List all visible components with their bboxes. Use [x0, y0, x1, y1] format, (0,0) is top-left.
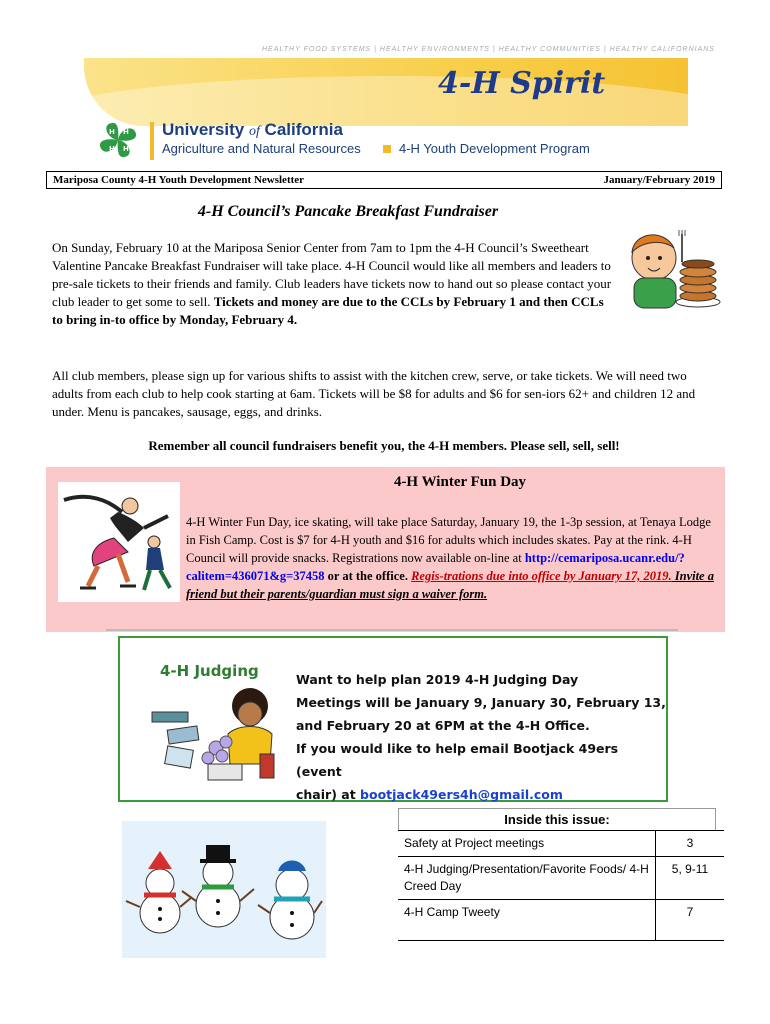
judging-line-5: chair) at bootjack49ers4h@gmail.com — [296, 787, 563, 802]
judging-line-4: If you would like to help email Bootjack 49ers (event — [296, 741, 619, 779]
judging-line-2: Meetings will be January 9, January 30, February 13, — [296, 695, 666, 710]
registration-link[interactable]: http://cemariposa.ucanr.edu/?calitem=436071&g=37458 — [186, 551, 685, 583]
svg-text:H: H — [123, 128, 129, 136]
registration-deadline: Regis-trations due into office by January 17, 2019. — [411, 569, 672, 583]
winter-heading: 4-H Winter Fun Day — [393, 474, 527, 490]
division-name: Agriculture and Natural Resources — [162, 141, 361, 156]
judging-illustration — [148, 684, 290, 784]
judging-line-3: and February 20 at 6PM at the 4-H Office. — [296, 718, 590, 733]
pancake-paragraph-1: On Sunday, February 10 at the Mariposa Senior Center from 7am to 1pm the 4-H Council’s Sweetheart Valentine Pancake Breakfast Fundraiser will take place. 4-H Council would like all members and leaders to pre-sale tickets to their friends and family. Club leaders have tickets now to hand out so please contact your club leader to get some to sell. Tickets and money are due to the CCLs by February 1 and then CCLs to bring in-to office by Monday, February 4. — [52, 240, 612, 327]
judging-line-1: Want to help plan 2019 4-H Judging Day — [296, 672, 579, 687]
waiver-notice: Invite a friend but their parents/guardian must sign a waiver form. — [186, 569, 714, 601]
pancake-paragraph-2: All club members, please sign up for various shifts to assist with the kitchen crew, serve, or take tickets. We will need two adults from each club to help cook starting at 6am. Tickets will be $8 for adults and $6 for sen-iors 62+ and children 12 and under. Menu is pancakes, sausage, eggs, and drinks. — [52, 368, 696, 419]
table-row — [398, 900, 724, 941]
judging-heading: 4-H Judging — [160, 662, 259, 680]
table-row — [398, 831, 724, 857]
toc-topic: 4-H Judging/Presentation/Favorite Foods/ 4-H Creed Day — [404, 862, 649, 893]
svg-text:H: H — [123, 145, 129, 153]
toc-pages: 7 — [656, 900, 725, 941]
header-tagline: HEALTHY FOOD SYSTEMS | HEALTHY ENVIRONMENTS | HEALTHY COMMUNITIES | HEALTHY CALIFORNIANS — [262, 46, 715, 53]
issue-date: January/February 2019 — [603, 174, 715, 186]
separator-square — [383, 145, 391, 153]
svg-text:H: H — [109, 145, 115, 153]
program-name: 4-H Youth Development Program — [399, 141, 590, 156]
contact-email-link[interactable]: bootjack49ers4h@gmail.com — [360, 787, 563, 802]
toc-pages: 5, 9-11 — [656, 857, 725, 900]
table-row — [398, 857, 724, 900]
toc-topic: 4-H Camp Tweety — [404, 905, 500, 919]
toc-pages: 3 — [656, 831, 725, 857]
inside-issue-table — [398, 830, 724, 941]
4h-clover-logo — [96, 120, 140, 160]
toc-topic: Safety at Project meetings — [404, 836, 545, 850]
uc-logo-bar — [150, 122, 154, 160]
university-name: University of California — [162, 120, 343, 139]
ice-skaters-illustration — [58, 482, 180, 602]
judging-details — [296, 668, 666, 806]
svg-text:H: H — [109, 128, 115, 136]
newsletter-title: 4-H Spirit — [438, 66, 606, 101]
pancake-kid-illustration — [624, 222, 722, 314]
fundraiser-reminder: Remember all council fundraisers benefit you, the 4-H members. Please sell, sell, sell! — [148, 438, 620, 453]
winter-details: 4-H Winter Fun Day, ice skating, will take place Saturday, January 19, the 1-3p session, at Tenaya Lodge in Fish Camp. Cost is $7 for 4-H youth and $16 for adults which includes skates. Pay at the rink. 4-H Council will provide snacks. Registrations now available on-line at http://cemariposa.ucanr.edu/?calitem=436071&g=37458 or at the office. Regis-trations due into office by January 17, 2019. Invite a friend but their parents/guardian must sign a waiver form. — [186, 515, 714, 601]
pancake-heading: 4-H Council’s Pancake Breakfast Fundraiser — [197, 203, 499, 220]
newsletter-name: Mariposa County 4-H Youth Development Newsletter — [53, 174, 305, 186]
snowmen-illustration — [122, 821, 326, 958]
newsletter-info-bar — [46, 171, 722, 189]
inside-issue-heading: Inside this issue: — [398, 808, 716, 830]
section-divider — [106, 629, 678, 631]
